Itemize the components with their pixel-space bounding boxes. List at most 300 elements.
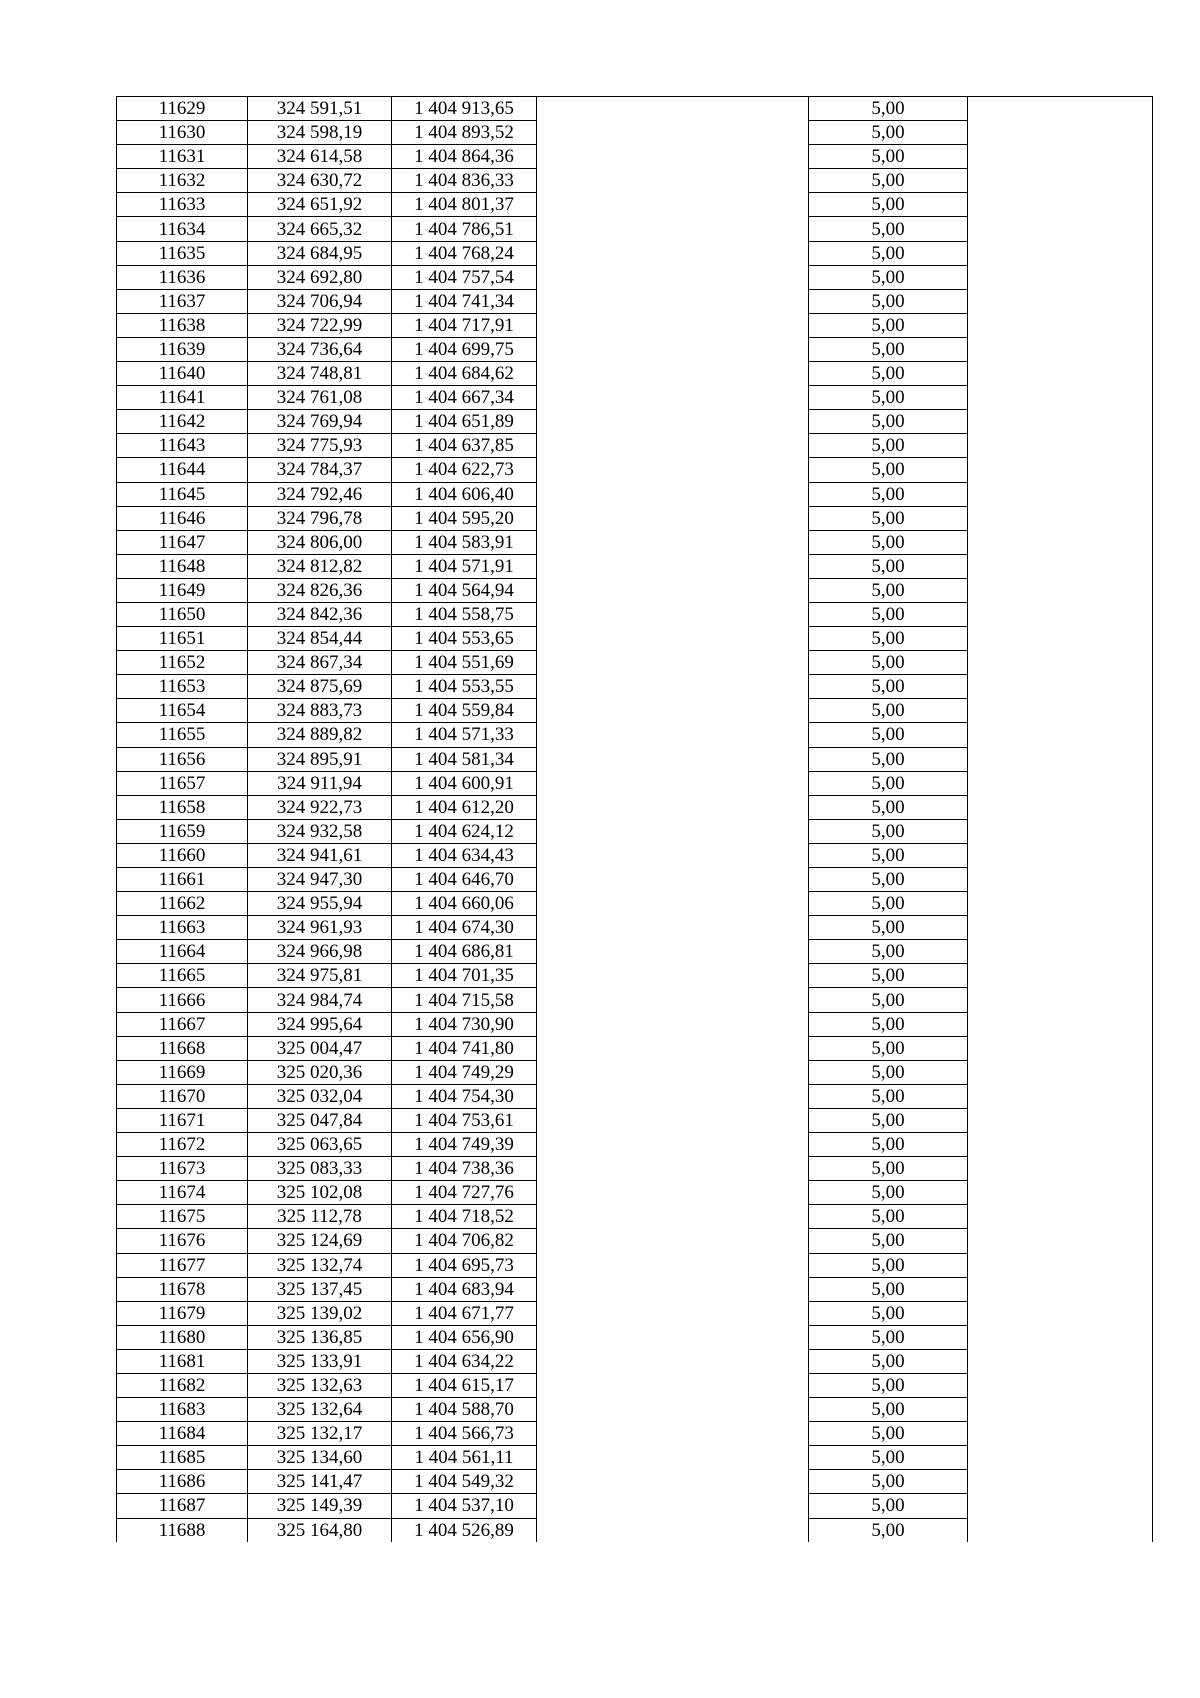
x-coordinate-cell: 324 591,51 [248,97,392,121]
empty-cell [537,1181,809,1205]
accuracy-cell: 5,00 [809,482,968,506]
y-coordinate-cell: 1 404 553,55 [392,675,537,699]
point-number-cell: 11671 [117,1108,248,1132]
empty-cell [537,988,809,1012]
empty-cell [968,627,1153,651]
x-coordinate-cell: 324 812,82 [248,554,392,578]
empty-cell [968,1036,1153,1060]
empty-cell [968,1349,1153,1373]
y-coordinate-cell: 1 404 864,36 [392,145,537,169]
empty-cell [537,1157,809,1181]
table-row [117,1277,1153,1301]
empty-cell [537,916,809,940]
empty-cell [537,482,809,506]
accuracy-cell: 5,00 [809,362,968,386]
point-number-cell: 11654 [117,699,248,723]
table-row [117,1446,1153,1470]
accuracy-cell: 5,00 [809,386,968,410]
empty-cell [537,1373,809,1397]
table-row [117,940,1153,964]
empty-cell [968,1494,1153,1518]
table-row [117,675,1153,699]
table-row [117,1084,1153,1108]
empty-cell [968,506,1153,530]
point-number-cell: 11643 [117,434,248,458]
point-number-cell: 11655 [117,723,248,747]
empty-cell [968,1398,1153,1422]
accuracy-cell: 5,00 [809,868,968,892]
point-number-cell: 11663 [117,916,248,940]
y-coordinate-cell: 1 404 612,20 [392,795,537,819]
accuracy-cell: 5,00 [809,988,968,1012]
empty-cell [537,458,809,482]
empty-cell [968,940,1153,964]
accuracy-cell: 5,00 [809,410,968,434]
table-row [117,1229,1153,1253]
point-number-cell: 11629 [117,97,248,121]
x-coordinate-cell: 324 796,78 [248,506,392,530]
x-coordinate-cell: 325 132,17 [248,1422,392,1446]
point-number-cell: 11651 [117,627,248,651]
table-row [117,530,1153,554]
y-coordinate-cell: 1 404 686,81 [392,940,537,964]
empty-cell [537,554,809,578]
empty-cell [537,964,809,988]
y-coordinate-cell: 1 404 537,10 [392,1494,537,1518]
table-row [117,1422,1153,1446]
point-number-cell: 11639 [117,337,248,361]
point-number-cell: 11687 [117,1494,248,1518]
point-number-cell: 11658 [117,795,248,819]
empty-cell [968,482,1153,506]
accuracy-cell: 5,00 [809,1470,968,1494]
empty-cell [968,868,1153,892]
empty-cell [537,362,809,386]
table-row [117,1373,1153,1397]
point-number-cell: 11669 [117,1060,248,1084]
y-coordinate-cell: 1 404 768,24 [392,241,537,265]
x-coordinate-cell: 324 975,81 [248,964,392,988]
table-row [117,1205,1153,1229]
empty-cell [537,819,809,843]
y-coordinate-cell: 1 404 836,33 [392,169,537,193]
accuracy-cell: 5,00 [809,1494,968,1518]
empty-cell [968,1470,1153,1494]
accuracy-cell: 5,00 [809,723,968,747]
table-row [117,988,1153,1012]
y-coordinate-cell: 1 404 588,70 [392,1398,537,1422]
x-coordinate-cell: 324 598,19 [248,121,392,145]
empty-cell [537,1205,809,1229]
x-coordinate-cell: 325 047,84 [248,1108,392,1132]
empty-cell [968,1181,1153,1205]
empty-cell [968,578,1153,602]
point-number-cell: 11635 [117,241,248,265]
empty-cell [537,1084,809,1108]
empty-cell [537,675,809,699]
accuracy-cell: 5,00 [809,1518,968,1542]
empty-cell [968,458,1153,482]
accuracy-cell: 5,00 [809,1181,968,1205]
empty-cell [968,771,1153,795]
empty-cell [968,1422,1153,1446]
table-row [117,1157,1153,1181]
x-coordinate-cell: 324 722,99 [248,313,392,337]
empty-cell [537,699,809,723]
y-coordinate-cell: 1 404 913,65 [392,97,537,121]
empty-cell [537,795,809,819]
y-coordinate-cell: 1 404 684,62 [392,362,537,386]
empty-cell [968,434,1153,458]
empty-cell [968,1253,1153,1277]
point-number-cell: 11640 [117,362,248,386]
empty-cell [537,265,809,289]
x-coordinate-cell: 325 149,39 [248,1494,392,1518]
accuracy-cell: 5,00 [809,1325,968,1349]
empty-cell [537,940,809,964]
x-coordinate-cell: 325 141,47 [248,1470,392,1494]
accuracy-cell: 5,00 [809,265,968,289]
point-number-cell: 11634 [117,217,248,241]
accuracy-cell: 5,00 [809,747,968,771]
x-coordinate-cell: 324 692,80 [248,265,392,289]
table-row [117,193,1153,217]
y-coordinate-cell: 1 404 624,12 [392,819,537,843]
point-number-cell: 11665 [117,964,248,988]
accuracy-cell: 5,00 [809,1253,968,1277]
empty-cell [537,337,809,361]
table-row [117,410,1153,434]
point-number-cell: 11646 [117,506,248,530]
accuracy-cell: 5,00 [809,1373,968,1397]
table-row [117,458,1153,482]
y-coordinate-cell: 1 404 634,43 [392,843,537,867]
table-row [117,145,1153,169]
accuracy-cell: 5,00 [809,892,968,916]
point-number-cell: 11664 [117,940,248,964]
empty-cell [968,1108,1153,1132]
empty-cell [968,313,1153,337]
empty-cell [537,97,809,121]
empty-cell [968,337,1153,361]
empty-cell [537,145,809,169]
table-row [117,964,1153,988]
empty-cell [537,1494,809,1518]
empty-cell [537,386,809,410]
empty-cell [968,602,1153,626]
point-number-cell: 11659 [117,819,248,843]
accuracy-cell: 5,00 [809,193,968,217]
empty-cell [537,1060,809,1084]
y-coordinate-cell: 1 404 559,84 [392,699,537,723]
empty-cell [968,1229,1153,1253]
accuracy-cell: 5,00 [809,843,968,867]
empty-cell [968,675,1153,699]
y-coordinate-cell: 1 404 706,82 [392,1229,537,1253]
empty-cell [968,145,1153,169]
y-coordinate-cell: 1 404 738,36 [392,1157,537,1181]
accuracy-cell: 5,00 [809,1012,968,1036]
empty-cell [537,193,809,217]
accuracy-cell: 5,00 [809,97,968,121]
point-number-cell: 11673 [117,1157,248,1181]
point-number-cell: 11657 [117,771,248,795]
y-coordinate-cell: 1 404 600,91 [392,771,537,795]
accuracy-cell: 5,00 [809,289,968,313]
point-number-cell: 11641 [117,386,248,410]
empty-cell [968,916,1153,940]
point-number-cell: 11678 [117,1277,248,1301]
x-coordinate-cell: 324 889,82 [248,723,392,747]
x-coordinate-cell: 324 806,00 [248,530,392,554]
empty-cell [537,723,809,747]
x-coordinate-cell: 325 132,74 [248,1253,392,1277]
empty-cell [968,723,1153,747]
table-row [117,169,1153,193]
y-coordinate-cell: 1 404 667,34 [392,386,537,410]
point-number-cell: 11650 [117,602,248,626]
point-number-cell: 11666 [117,988,248,1012]
table-row [117,265,1153,289]
point-number-cell: 11688 [117,1518,248,1542]
accuracy-cell: 5,00 [809,1157,968,1181]
accuracy-cell: 5,00 [809,771,968,795]
accuracy-cell: 5,00 [809,1036,968,1060]
empty-cell [537,289,809,313]
accuracy-cell: 5,00 [809,699,968,723]
point-number-cell: 11680 [117,1325,248,1349]
accuracy-cell: 5,00 [809,434,968,458]
table-row [117,1398,1153,1422]
accuracy-cell: 5,00 [809,819,968,843]
empty-cell [968,193,1153,217]
empty-cell [537,1277,809,1301]
empty-cell [537,1349,809,1373]
x-coordinate-cell: 324 736,64 [248,337,392,361]
x-coordinate-cell: 324 761,08 [248,386,392,410]
empty-cell [537,747,809,771]
x-coordinate-cell: 324 995,64 [248,1012,392,1036]
accuracy-cell: 5,00 [809,337,968,361]
empty-cell [537,1470,809,1494]
point-number-cell: 11661 [117,868,248,892]
empty-cell [968,169,1153,193]
table-row [117,747,1153,771]
empty-cell [968,843,1153,867]
point-number-cell: 11676 [117,1229,248,1253]
accuracy-cell: 5,00 [809,1060,968,1084]
empty-cell [537,1446,809,1470]
empty-cell [537,1012,809,1036]
table-row [117,1470,1153,1494]
coordinate-table [116,96,1153,1542]
point-number-cell: 11681 [117,1349,248,1373]
accuracy-cell: 5,00 [809,1398,968,1422]
point-number-cell: 11686 [117,1470,248,1494]
y-coordinate-cell: 1 404 717,91 [392,313,537,337]
empty-cell [968,699,1153,723]
accuracy-cell: 5,00 [809,217,968,241]
table-row [117,217,1153,241]
x-coordinate-cell: 325 102,08 [248,1181,392,1205]
accuracy-cell: 5,00 [809,916,968,940]
empty-cell [968,1157,1153,1181]
point-number-cell: 11631 [117,145,248,169]
table-row [117,362,1153,386]
x-coordinate-cell: 324 984,74 [248,988,392,1012]
y-coordinate-cell: 1 404 715,58 [392,988,537,1012]
point-number-cell: 11632 [117,169,248,193]
table-row [117,1012,1153,1036]
y-coordinate-cell: 1 404 674,30 [392,916,537,940]
table-row [117,1060,1153,1084]
point-number-cell: 11660 [117,843,248,867]
y-coordinate-cell: 1 404 671,77 [392,1301,537,1325]
empty-cell [537,241,809,265]
accuracy-cell: 5,00 [809,554,968,578]
y-coordinate-cell: 1 404 595,20 [392,506,537,530]
y-coordinate-cell: 1 404 695,73 [392,1253,537,1277]
accuracy-cell: 5,00 [809,530,968,554]
x-coordinate-cell: 324 614,58 [248,145,392,169]
accuracy-cell: 5,00 [809,1205,968,1229]
table-row [117,699,1153,723]
y-coordinate-cell: 1 404 718,52 [392,1205,537,1229]
empty-cell [537,410,809,434]
point-number-cell: 11630 [117,121,248,145]
x-coordinate-cell: 325 032,04 [248,1084,392,1108]
y-coordinate-cell: 1 404 549,32 [392,1470,537,1494]
point-number-cell: 11656 [117,747,248,771]
empty-cell [537,1301,809,1325]
y-coordinate-cell: 1 404 786,51 [392,217,537,241]
y-coordinate-cell: 1 404 553,65 [392,627,537,651]
y-coordinate-cell: 1 404 749,39 [392,1133,537,1157]
y-coordinate-cell: 1 404 637,85 [392,434,537,458]
empty-cell [968,1373,1153,1397]
empty-cell [968,265,1153,289]
x-coordinate-cell: 324 842,36 [248,602,392,626]
point-number-cell: 11679 [117,1301,248,1325]
accuracy-cell: 5,00 [809,1422,968,1446]
point-number-cell: 11668 [117,1036,248,1060]
x-coordinate-cell: 325 137,45 [248,1277,392,1301]
table-row [117,1494,1153,1518]
point-number-cell: 11638 [117,313,248,337]
y-coordinate-cell: 1 404 651,89 [392,410,537,434]
empty-cell [537,506,809,530]
point-number-cell: 11683 [117,1398,248,1422]
accuracy-cell: 5,00 [809,578,968,602]
x-coordinate-cell: 324 748,81 [248,362,392,386]
y-coordinate-cell: 1 404 583,91 [392,530,537,554]
empty-cell [537,771,809,795]
empty-cell [968,1325,1153,1349]
table-row [117,289,1153,313]
accuracy-cell: 5,00 [809,145,968,169]
y-coordinate-cell: 1 404 701,35 [392,964,537,988]
empty-cell [537,1036,809,1060]
empty-cell [968,1277,1153,1301]
empty-cell [537,1518,809,1542]
empty-cell [537,313,809,337]
x-coordinate-cell: 325 133,91 [248,1349,392,1373]
x-coordinate-cell: 324 651,92 [248,193,392,217]
accuracy-cell: 5,00 [809,121,968,145]
x-coordinate-cell: 324 769,94 [248,410,392,434]
accuracy-cell: 5,00 [809,241,968,265]
x-coordinate-cell: 324 955,94 [248,892,392,916]
table-row [117,554,1153,578]
empty-cell [537,434,809,458]
y-coordinate-cell: 1 404 757,54 [392,265,537,289]
x-coordinate-cell: 325 136,85 [248,1325,392,1349]
accuracy-cell: 5,00 [809,1277,968,1301]
point-number-cell: 11670 [117,1084,248,1108]
x-coordinate-cell: 324 665,32 [248,217,392,241]
x-coordinate-cell: 324 875,69 [248,675,392,699]
table-row [117,819,1153,843]
empty-cell [968,747,1153,771]
y-coordinate-cell: 1 404 561,11 [392,1446,537,1470]
table-row [117,627,1153,651]
table-row [117,337,1153,361]
accuracy-cell: 5,00 [809,1301,968,1325]
empty-cell [968,362,1153,386]
accuracy-cell: 5,00 [809,795,968,819]
x-coordinate-cell: 324 867,34 [248,651,392,675]
y-coordinate-cell: 1 404 730,90 [392,1012,537,1036]
y-coordinate-cell: 1 404 634,22 [392,1349,537,1373]
table-row [117,313,1153,337]
table-row [117,1036,1153,1060]
coordinate-table-body [117,97,1153,1542]
x-coordinate-cell: 324 911,94 [248,771,392,795]
empty-cell [968,530,1153,554]
point-number-cell: 11649 [117,578,248,602]
x-coordinate-cell: 325 134,60 [248,1446,392,1470]
table-row [117,1133,1153,1157]
table-row [117,386,1153,410]
empty-cell [537,121,809,145]
point-number-cell: 11662 [117,892,248,916]
accuracy-cell: 5,00 [809,1133,968,1157]
y-coordinate-cell: 1 404 571,91 [392,554,537,578]
table-row [117,241,1153,265]
empty-cell [968,1060,1153,1084]
x-coordinate-cell: 324 895,91 [248,747,392,771]
y-coordinate-cell: 1 404 606,40 [392,482,537,506]
table-row [117,97,1153,121]
y-coordinate-cell: 1 404 526,89 [392,1518,537,1542]
y-coordinate-cell: 1 404 564,94 [392,578,537,602]
x-coordinate-cell: 325 164,80 [248,1518,392,1542]
point-number-cell: 11637 [117,289,248,313]
y-coordinate-cell: 1 404 893,52 [392,121,537,145]
table-row [117,795,1153,819]
table-row [117,843,1153,867]
empty-cell [537,1325,809,1349]
table-row [117,578,1153,602]
empty-cell [537,1133,809,1157]
point-number-cell: 11633 [117,193,248,217]
y-coordinate-cell: 1 404 660,06 [392,892,537,916]
x-coordinate-cell: 324 922,73 [248,795,392,819]
y-coordinate-cell: 1 404 656,90 [392,1325,537,1349]
x-coordinate-cell: 324 784,37 [248,458,392,482]
empty-cell [968,241,1153,265]
empty-cell [537,530,809,554]
